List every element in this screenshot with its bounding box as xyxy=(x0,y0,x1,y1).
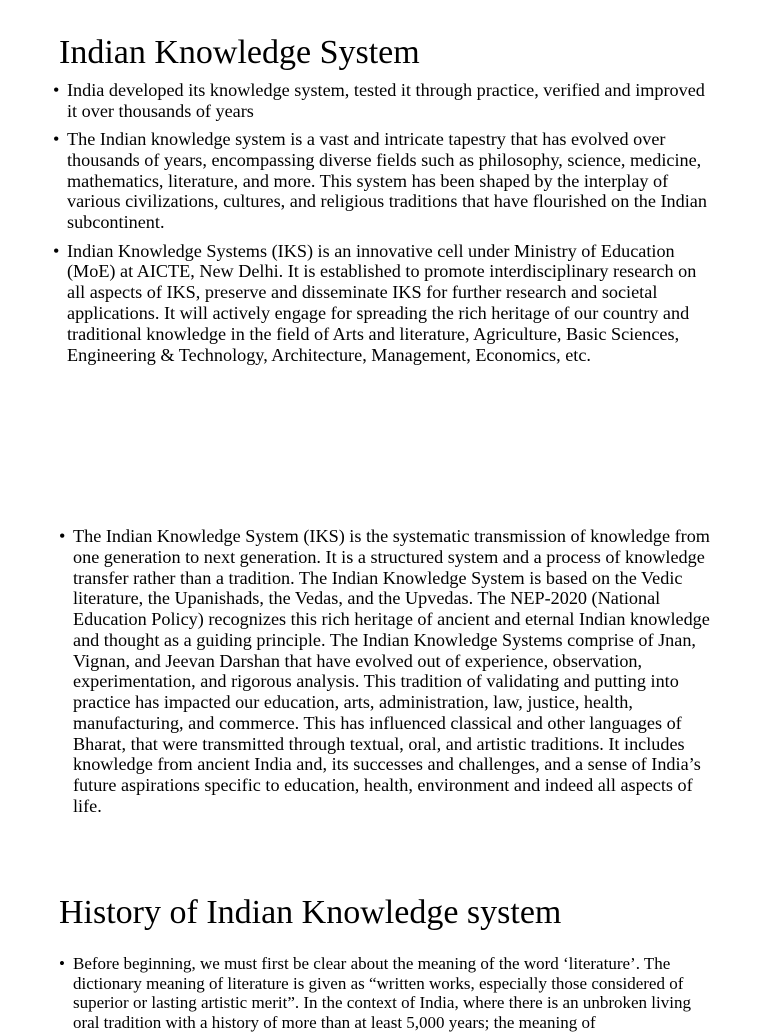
bullet-dot: • xyxy=(59,954,65,973)
bullet-text: Indian Knowledge Systems (IKS) is an innovative cell under Ministry of Education (MoE) at AICTE, New Delhi. It is established to promote interdisciplinary research on all aspects of IKS, preserve and disseminate IKS for further research and societal applications. It will actively engage for spreading the rich heritage of our country and traditional knowledge in the field of Arts and literature, Agriculture, Basic Sciences, Engineering & Technology, Architecture, Management, Economics, etc. xyxy=(67,240,697,365)
bullet-dot: • xyxy=(53,129,60,150)
bullet-dot: • xyxy=(53,240,60,261)
bullet-list xyxy=(53,80,717,373)
bullet-text: The Indian Knowledge System (IKS) is the systematic transmission of knowledge from one generation to next generation. It is a structured system and a process of knowledge transfer rather than a tradition. The Indian Knowledge System is based on the Vedic literature, the Upanishads, the Vedas, and the Upvedas. The NEP-2020 (National Education Policy) recognizes this rich heritage of ancient and eternal Indian knowledge and thought as a guiding principle. The Indian Knowledge Systems comprise of Jnan, Vignan, and Jeevan Darshan that have evolved out of experience, observation, experimentation, and rigorous analysis. This tradition of validating and putting into practice has impacted our education, arts, administration, law, justice, health, manufacturing, and commerce. This has influenced classical and other languages of Bharat, that were transmitted through textual, oral, and artistic traditions. It includes knowledge from ancient India and, its successes and challenges, and a sense of India’s future aspirations specific to education, health, environment and indeed all aspects of life. xyxy=(73,526,710,816)
bullet-item xyxy=(59,954,721,1032)
bullet-item xyxy=(53,129,717,233)
slide-title: Indian Knowledge System xyxy=(59,34,420,71)
bullet-text: The Indian knowledge system is a vast and intricate tapestry that has evolved over thousands of years, encompassing diverse fields such as philosophy, science, medicine, mathematics, literature, and more. This system has been shaped by the interplay of various civilizations, cultures, and religious traditions that have flourished on the Indian subcontinent. xyxy=(67,129,707,233)
bullet-list xyxy=(59,954,721,1032)
bullet-text: Before beginning, we must first be clear about the meaning of the word ‘literature’. The dictionary meaning of literature is given as “written works, especially those considered of superior or lasting artistic merit”. In the context of India, where there is an unbroken living oral tradition with a history of more than at least 5,000 years; the meaning of xyxy=(73,954,691,1032)
bullet-dot: • xyxy=(59,526,66,546)
bullet-list xyxy=(59,526,721,817)
bullet-item xyxy=(53,80,717,122)
bullet-item xyxy=(59,526,721,817)
bullet-dot: • xyxy=(53,80,60,100)
bullet-item xyxy=(53,240,717,366)
slide-title: History of Indian Knowledge system xyxy=(59,894,562,931)
bullet-text: India developed its knowledge system, tested it through practice, verified and improved it over thousands of years xyxy=(67,80,705,121)
